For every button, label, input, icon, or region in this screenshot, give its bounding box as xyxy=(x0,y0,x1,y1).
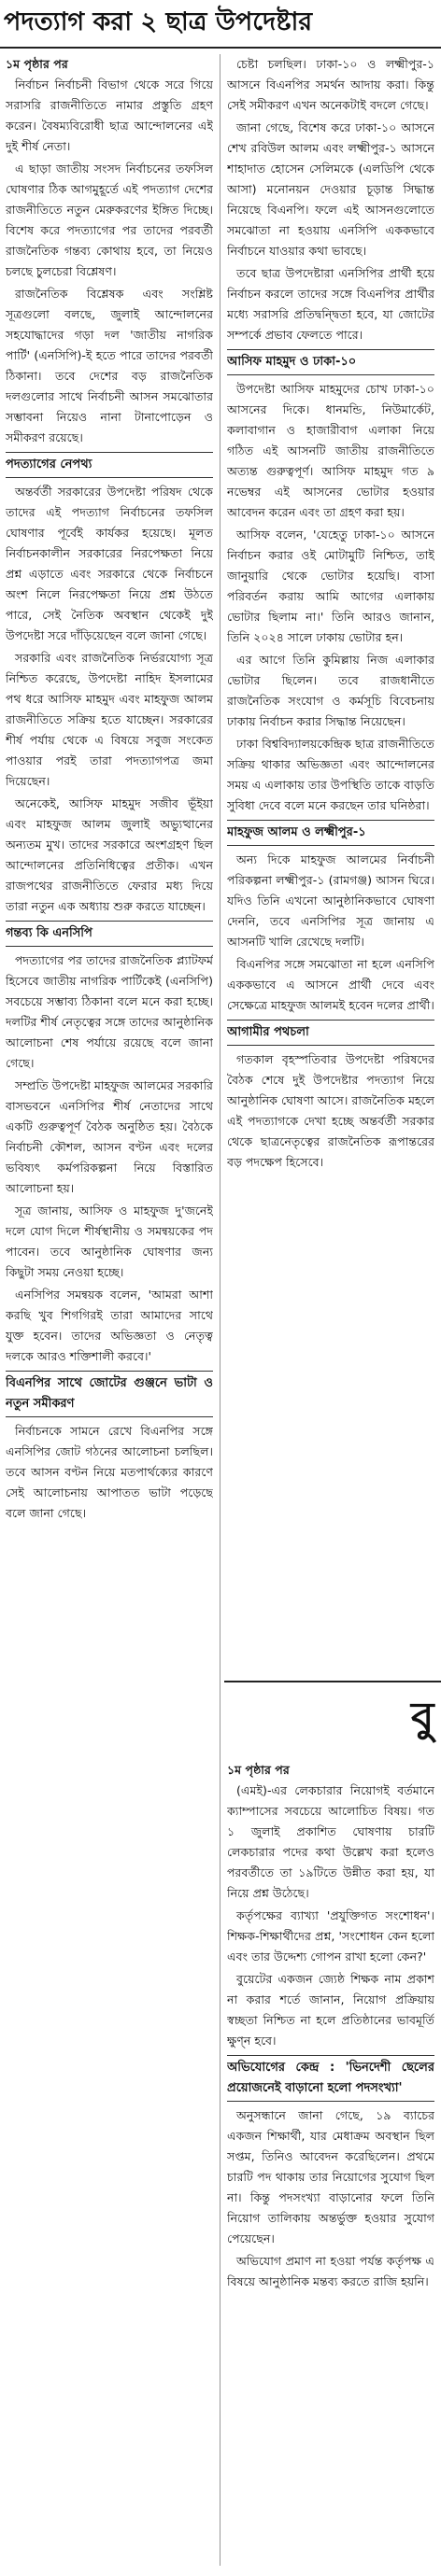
paragraph: পদত্যাগের পর তাদের রাজনৈতিক প্ল্যাটফর্ম হিসেবে জাতীয় নাগরিক পার্টিকেই (এনসিপি) সবচেয়ে সম্ভাব্য ঠিকানা বলে মনে করা হচ্ছে। দলটির শীর্ষ নেতৃত্বের সঙ্গে তাদের আনুষ্ঠানিক আলোচনা শেষ পর্যায়ে রয়েছে বলে জানা গেছে। xyxy=(6,953,213,1070)
paragraph: গতকাল বৃহস্পতিবার উপদেষ্টা পরিষদের বৈঠক শেষে দুই উপদেষ্টার পদত্যাগ নিয়ে আনুষ্ঠানিক ঘোষণা আসে। রাজনৈতিক মহলে এই পদত্যাগকে দেখা হচ্ছে অন্তর্বর্তী সরকার থেকে ছাত্রনেতৃত্বের রাজনৈতিক রূপান্তরের বড় পদক্ষেপ হিসেবে। xyxy=(227,1052,434,1169)
left-column xyxy=(6,54,213,2566)
subheading: অভিযোগের কেন্দ্র : 'ভিনদেশী ছেলের প্রয়োজনেই বাড়ানো হলো পদসংখ্যা' xyxy=(227,2055,434,2102)
subheading: গন্তব্য কি এনসিপি xyxy=(6,921,213,947)
subheading: মাহফুজ আলম ও লক্ষ্মীপুর-১ xyxy=(227,820,434,846)
paragraph: অনুসন্ধানে জানা গেছে, ১৯ ব্যাচের একজন শিক্ষার্থী, যার মেধাক্রম অবস্থান ছিল সপ্তম, তিনিও আবেদন করেছিলেন। প্রথমে চারটি পদ থাকায় তার নিয়োগের সুযোগ ছিল না। কিন্তু পদসংখ্যা বাড়ানোর ফলে তিনি নিয়োগ তালিকায় অন্তর্ভুক্ত হওয়ার সুযোগ পেয়েছেন। xyxy=(227,2108,434,2245)
subheading: বিএনপির সাথে জোটের গুঞ্জনে ভাটা ও নতুন সমীকরণ xyxy=(6,1371,213,1417)
paragraph: নির্বাচনকে সামনে রেখে বিএনপির সঙ্গে এনসিপির জোট গঠনের আলোচনা চলছিল। তবে আসন বণ্টন নিয়ে মতপার্থক্যের কারণে সেই আলোচনায় আপাতত ভাটা পড়েছে বলে জানা গেছে। xyxy=(6,1424,213,1520)
paragraph: নির্বাচন নির্বাচনী বিভাগ থেকে সরে গিয়ে সরাসরি রাজনীতিতে নামার প্রস্তুতি গ্রহণ করেন। বৈষম্যবিরোধী ছাত্র আন্দোলনের এই দুই শীর্ষ নেতা। xyxy=(6,77,213,153)
paragraph: সূত্র জানায়, আসিফ ও মাহফুজ দু'জনেই দলে যোগ দিলে শীর্ষস্থানীয় ও সমন্বয়কের পদ পাবেন। তবে আনুষ্ঠানিক ঘোষণার জন্য কিছুটা সময় নেওয়া হচ্ছে। xyxy=(6,1204,213,1279)
paragraph: অন্য দিকে মাহফুজ আলমের নির্বাচনী পরিকল্পনা লক্ষ্মীপুর-১ (রামগঞ্জ) আসন ঘিরে। যদিও তিনি এখনো আনুষ্ঠানিকভাবে ঘোষণা দেননি, তবে এনসিপির সূত্র জানায় এ আসনটি খালি রেখেছে দলটি। xyxy=(227,852,434,949)
paragraph: কর্তৃপক্ষের ব্যাখ্যা 'প্রযুক্তিগত সংশোধন'। শিক্ষক-শিক্ষার্থীদের প্রশ্ন, 'সংশোধন কেন হলো এবং তার উদ্দেশ্য গোপন রাখা হলো কেন?' xyxy=(227,1908,434,1964)
paragraph: ঢাকা বিশ্ববিদ্যালয়কেন্দ্রিক ছাত্র রাজনীতিতে সক্রিয় থাকার অভিজ্ঞতা এবং আন্দোলনের সময় এ এলাকায় তার উপস্থিতি তাকে বাড়তি সুবিধা দেবে বলে মনে করছেন তার ঘনিষ্ঠরা। xyxy=(227,737,434,812)
right-column xyxy=(227,54,434,1716)
paragraph: অনেকেই, আসিফ মাহমুদ সজীব ভূঁইয়া এবং মাহফুজ আলম জুলাই অভ্যুত্থানের অন্যতম মুখ। তাদের সরকারে অংশগ্রহণ ছিল আন্দোলনের প্রতিনিধিত্বের প্রতীক। এখন রাজপথের রাজনীতিতে ফেরার মধ্য দিয়ে তারা নতুন এক অধ্যায় শুরু করতে যাচ্ছেন। xyxy=(6,796,213,913)
paragraph: অন্তর্বর্তী সরকারের উপদেষ্টা পরিষদ থেকে তাদের এই পদত্যাগ নির্বাচনের তফসিল ঘোষণার পূর্বেই কার্যকর হয়েছে। মূলত নির্বাচনকালীন সরকারের নিরপেক্ষতা নিয়ে প্রশ্ন এড়াতে এবং সরকারে থেকে নির্বাচনে অংশ নিলে নিরপেক্ষতা নিয়ে প্রশ্ন উঠতে পারে, সেই নৈতিক অবস্থান থেকেই দুই উপদেষ্টা সরে দাঁড়িয়েছেন বলে জানা গেছে। xyxy=(6,485,213,642)
paragraph: বিএনপির সঙ্গে সমঝোতা না হলে এনসিপি এককভাবে এ আসনে প্রার্থী দেবে এবং সেক্ষেত্রে মাহফুজ আলমই হবেন দলের প্রার্থী। xyxy=(227,957,434,1012)
subheading: আসিফ মাহমুদ ও ঢাকা-১০ xyxy=(227,349,434,375)
paragraph: (এমই)-এর লেকচারার নিয়োগই বর্তমানে ক্যাম্পাসের সবচেয়ে আলোচিত বিষয়। গত ১ জুলাই প্রকাশিত ঘোষণায় চারটি লেকচারার পদের কথা উল্লেখ করা হলেও পরবর্তীতে তা ১৯টিতে উন্নীত করা হয়, যা নিয়ে প্রশ্ন উঠেছে। xyxy=(227,1783,434,1900)
subheading: পদত্যাগের নেপথ্য xyxy=(6,452,213,478)
paragraph: এর আগে তিনি কুমিল্লায় নিজ এলাকার ভোটার ছিলেন। তবে রাজধানীতে রাজনৈতিক সংযোগ ও কর্মসূচি বিবেচনায় ঢাকায় নির্বাচন করার সিদ্ধান্ত নিয়েছেন। xyxy=(227,653,434,728)
paragraph: এনসিপির সমন্বয়ক বলেন, 'আমরা আশা করছি খুব শিগগিরই তারা আমাদের সাথে যুক্ত হবেন। তাদের অভিজ্ঞতা ও নেতৃত্ব দলকে আরও শক্তিশালী করবে।' xyxy=(6,1288,213,1363)
story-divider xyxy=(224,1681,441,1682)
page-headline: পদত্যাগ করা ২ ছাত্র উপদেষ্টার xyxy=(4,7,313,36)
paragraph: সম্প্রতি উপদেষ্টা মাহফুজ আলমের সরকারি বাসভবনে এনসিপির শীর্ষ নেতাদের সাথে একটি গুরুত্বপূর্ণ বৈঠক অনুষ্ঠিত হয়। বৈঠকে নির্বাচনী কৌশল, আসন বণ্টন এবং দলের ভবিষ্যৎ কর্মপরিকল্পনা নিয়ে বিস্তারিত আলোচনা হয়। xyxy=(6,1078,213,1195)
paragraph: সরকারি এবং রাজনৈতিক নির্ভরযোগ্য সূত্র নিশ্চিত করেছে, উপদেষ্টা নাহিদ ইসলামের পথ ধরে আসিফ মাহমুদ এবং মাহফুজ আলম রাজনীতিতে সক্রিয় হতে যাচ্ছেন। সরকারের শীর্ষ পর্যায় থেকে এ বিষয়ে সবুজ সংকেত পাওয়ার পরই তারা পদত্যাগপত্র জমা দিয়েছেন। xyxy=(6,651,213,788)
paragraph: রাজনৈতিক বিশ্লেষক এবং সংশ্লিষ্ট সূত্রগুলো বলছে, জুলাই আন্দোলনের সহযোদ্ধাদের গড়া দল 'জাতীয় নাগরিক পার্টি' (এনসিপি)-ই হতে পারে তাদের পরবর্তী ঠিকানা। তবে দেশের বড় রাজনৈতিক দলগুলোর সাথে নির্বাচনী আসন সমঝোতার সম্ভাবনা নিয়েও নানা টানাপোড়েন ও সমীকরণ রয়েছে। xyxy=(6,287,213,444)
next-story-initial: বু xyxy=(411,1694,434,1741)
paragraph: বুয়েটের একজন জ্যেষ্ঠ শিক্ষক নাম প্রকাশ না করার শর্তে জানান, নিয়োগ প্রক্রিয়ায় স্বচ্ছতা নিশ্চিত না হলে প্রতিষ্ঠানের ভাবমূর্তি ক্ষুণ্ন হবে। xyxy=(227,1972,434,2048)
headline-rule xyxy=(0,47,441,49)
paragraph: অভিযোগ প্রমাণ না হওয়া পর্যন্ত কর্তৃপক্ষ এ বিষয়ে আনুষ্ঠানিক মন্তব্য করতে রাজি হয়নি। xyxy=(227,2254,434,2288)
continued-tag: ১ম পৃষ্ঠার পর xyxy=(6,57,68,71)
paragraph: এ ছাড়া জাতীয় সংসদ নির্বাচনের তফসিল ঘোষণার ঠিক আগমুহূর্তে এই পদত্যাগ দেশের রাজনীতিতে নতুন মেরুকরণের ইঙ্গিত দিচ্ছে। বিশেষ করে পদত্যাগের পর তাদের পরবর্তী রাজনৈতিক গন্তব্য কোথায় হবে, তা নিয়েও চলছে চুলচেরা বিশ্লেষণ। xyxy=(6,162,213,278)
second-story-column xyxy=(227,1760,434,2572)
subheading: আগামীর পথচলা xyxy=(227,1020,434,1046)
paragraph: তবে ছাত্র উপদেষ্টারা এনসিপির প্রার্থী হয়ে নির্বাচন করলে তাদের সঙ্গে বিএনপির প্রার্থীর মধ্যে সরাসরি প্রতিদ্বন্দ্বিতা হবে, যা জোটের সম্পর্কে প্রভাব ফেলতে পারে। xyxy=(227,266,434,342)
paragraph: উপদেষ্টা আসিফ মাহমুদের চোখ ঢাকা-১০ আসনের দিকে। ধানমন্ডি, নিউমার্কেট, কলাবাগান ও হাজারীবাগ এলাকা নিয়ে গঠিত এই আসনটি জাতীয় রাজনীতিতে অত্যন্ত গুরুত্বপূর্ণ। আসিফ মাহমুদ গত ৯ নভেম্বর এই আসনের ভোটার হওয়ার আবেদন করেন এবং তা গ্রহণ করা হয়। xyxy=(227,382,434,519)
paragraph: জানা গেছে, বিশেষ করে ঢাকা-১০ আসনে শেখ রবিউল আলম এবং লক্ষ্মীপুর-১ আসনে শাহাদাত হোসেন সেলিমকে (এলডিপি থেকে আসা) মনোনয়ন দেওয়ার চূড়ান্ত সিদ্ধান্ত নিয়েছে বিএনপি। ফলে এই আসনগুলোতে সমঝোতা না হওয়ায় এনসিপি এককভাবে নির্বাচনে যাওয়ার কথা ভাবছে। xyxy=(227,120,434,258)
continued-tag: ১ম পৃষ্ঠার পর xyxy=(227,1763,290,1777)
paragraph: চেষ্টা চলছিল। ঢাকা-১০ ও লক্ষ্মীপুর-১ আসনে বিএনপির সমর্থন আদায় করা। কিন্তু সেই সমীকরণ এখন অনেকটাই বদলে গেছে। xyxy=(227,57,434,112)
paragraph: আসিফ বলেন, 'যেহেতু ঢাকা-১০ আসনে নির্বাচন করার ওই মোটামুটি নিশ্চিত, তাই জানুয়ারি থেকে ভোটার হয়েছি। বাসা পরিবর্তন করায় আমি আগের এলাকায় ভোটার ছিলাম না।' তিনি আরও জানান, তিনি ২০২৪ সালে ঢাকায় ভোটার হন। xyxy=(227,528,434,644)
